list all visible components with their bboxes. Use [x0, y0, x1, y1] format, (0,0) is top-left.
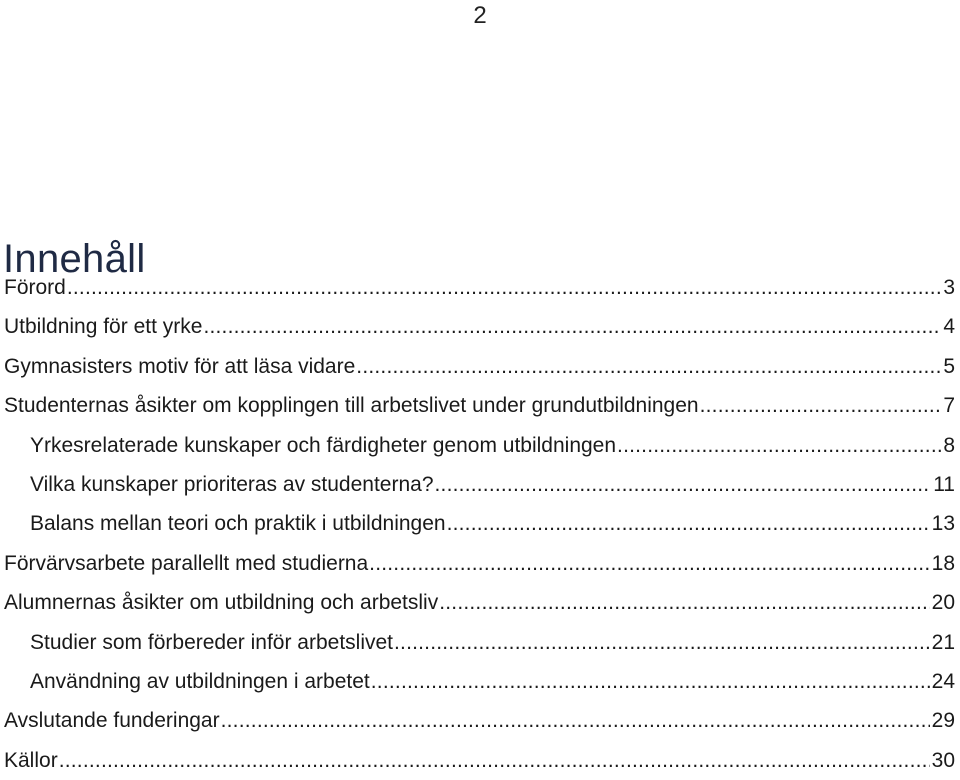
- page-number: 2: [473, 2, 487, 29]
- toc-entry-label: Balans mellan teori och praktik i utbildningen: [30, 512, 446, 536]
- toc-entry-label: Avslutande funderingar: [4, 709, 220, 733]
- toc-entry-forord[interactable]: [4, 268, 955, 307]
- toc-entry-label: Alumnernas åsikter om utbildning och arbetsliv: [4, 591, 439, 615]
- toc-entry-alumnernas-asikter[interactable]: [4, 583, 955, 622]
- dot-leader: [369, 544, 929, 583]
- toc-title: Innehåll: [3, 236, 146, 281]
- dot-leader: [439, 583, 929, 622]
- toc-entry-page: 11: [933, 472, 955, 496]
- toc-entry-studenternas-asikter[interactable]: [4, 386, 955, 425]
- toc-entry-label: Studenternas åsikter om kopplingen till arbetslivet under grundutbildningen: [4, 394, 699, 418]
- dot-leader: [221, 701, 930, 740]
- toc-entry-page: 13: [931, 512, 955, 536]
- dot-leader: [67, 268, 941, 307]
- toc-entry-label: Förord: [4, 276, 66, 299]
- toc-entry-page: 30: [931, 748, 955, 772]
- toc-entry-page: 18: [931, 551, 955, 575]
- toc-entry-label: Användning av utbildningen i arbetet: [30, 669, 370, 693]
- toc-entry-kallor[interactable]: [4, 741, 955, 780]
- table-of-contents: [4, 268, 955, 780]
- dot-leader: [435, 465, 932, 504]
- dot-leader: [203, 307, 941, 346]
- toc-entry-label: Yrkesrelaterade kunskaper och färdigheter genom utbildningen: [30, 433, 617, 457]
- toc-entry-avslutande-funderingar[interactable]: [4, 701, 955, 740]
- toc-entry-page: 21: [931, 630, 955, 654]
- toc-entry-page: 20: [931, 591, 955, 615]
- dot-leader: [356, 347, 941, 386]
- toc-entry-vilka-kunskaper[interactable]: [4, 465, 955, 504]
- toc-entry-gymnasisters-motiv[interactable]: [4, 347, 955, 386]
- dot-leader: [59, 741, 930, 780]
- dot-leader: [447, 504, 930, 543]
- dot-leader: [617, 426, 941, 465]
- toc-entry-page: 24: [931, 669, 955, 693]
- toc-entry-page: 3: [943, 276, 955, 299]
- dot-leader: [394, 623, 930, 662]
- toc-entry-page: 7: [943, 394, 955, 418]
- toc-entry-yrkesrelaterade-kunskaper[interactable]: [4, 426, 955, 465]
- toc-entry-studier-forbereder[interactable]: [4, 623, 955, 662]
- dot-leader: [371, 662, 930, 701]
- toc-entry-page: 4: [943, 315, 955, 339]
- toc-entry-page: 29: [931, 709, 955, 733]
- toc-entry-label: Utbildning för ett yrke: [4, 315, 203, 339]
- dot-leader: [700, 386, 942, 425]
- toc-entry-page: 8: [943, 433, 955, 457]
- toc-entry-utbildning-for-ett-yrke[interactable]: [4, 307, 955, 346]
- toc-entry-anvandning-utbildningen[interactable]: [4, 662, 955, 701]
- toc-entry-label: Förvärvsarbete parallellt med studierna: [4, 551, 369, 575]
- toc-entry-page: 5: [943, 354, 955, 378]
- toc-entry-label: Vilka kunskaper prioriteras av studenterna?: [30, 472, 434, 496]
- toc-entry-balans-teori-praktik[interactable]: [4, 504, 955, 543]
- toc-entry-label: Gymnasisters motiv för att läsa vidare: [4, 354, 356, 378]
- toc-entry-label: Källor: [4, 748, 58, 772]
- toc-entry-forvarvsarbete[interactable]: [4, 544, 955, 583]
- toc-entry-label: Studier som förbereder inför arbetslivet: [30, 630, 393, 654]
